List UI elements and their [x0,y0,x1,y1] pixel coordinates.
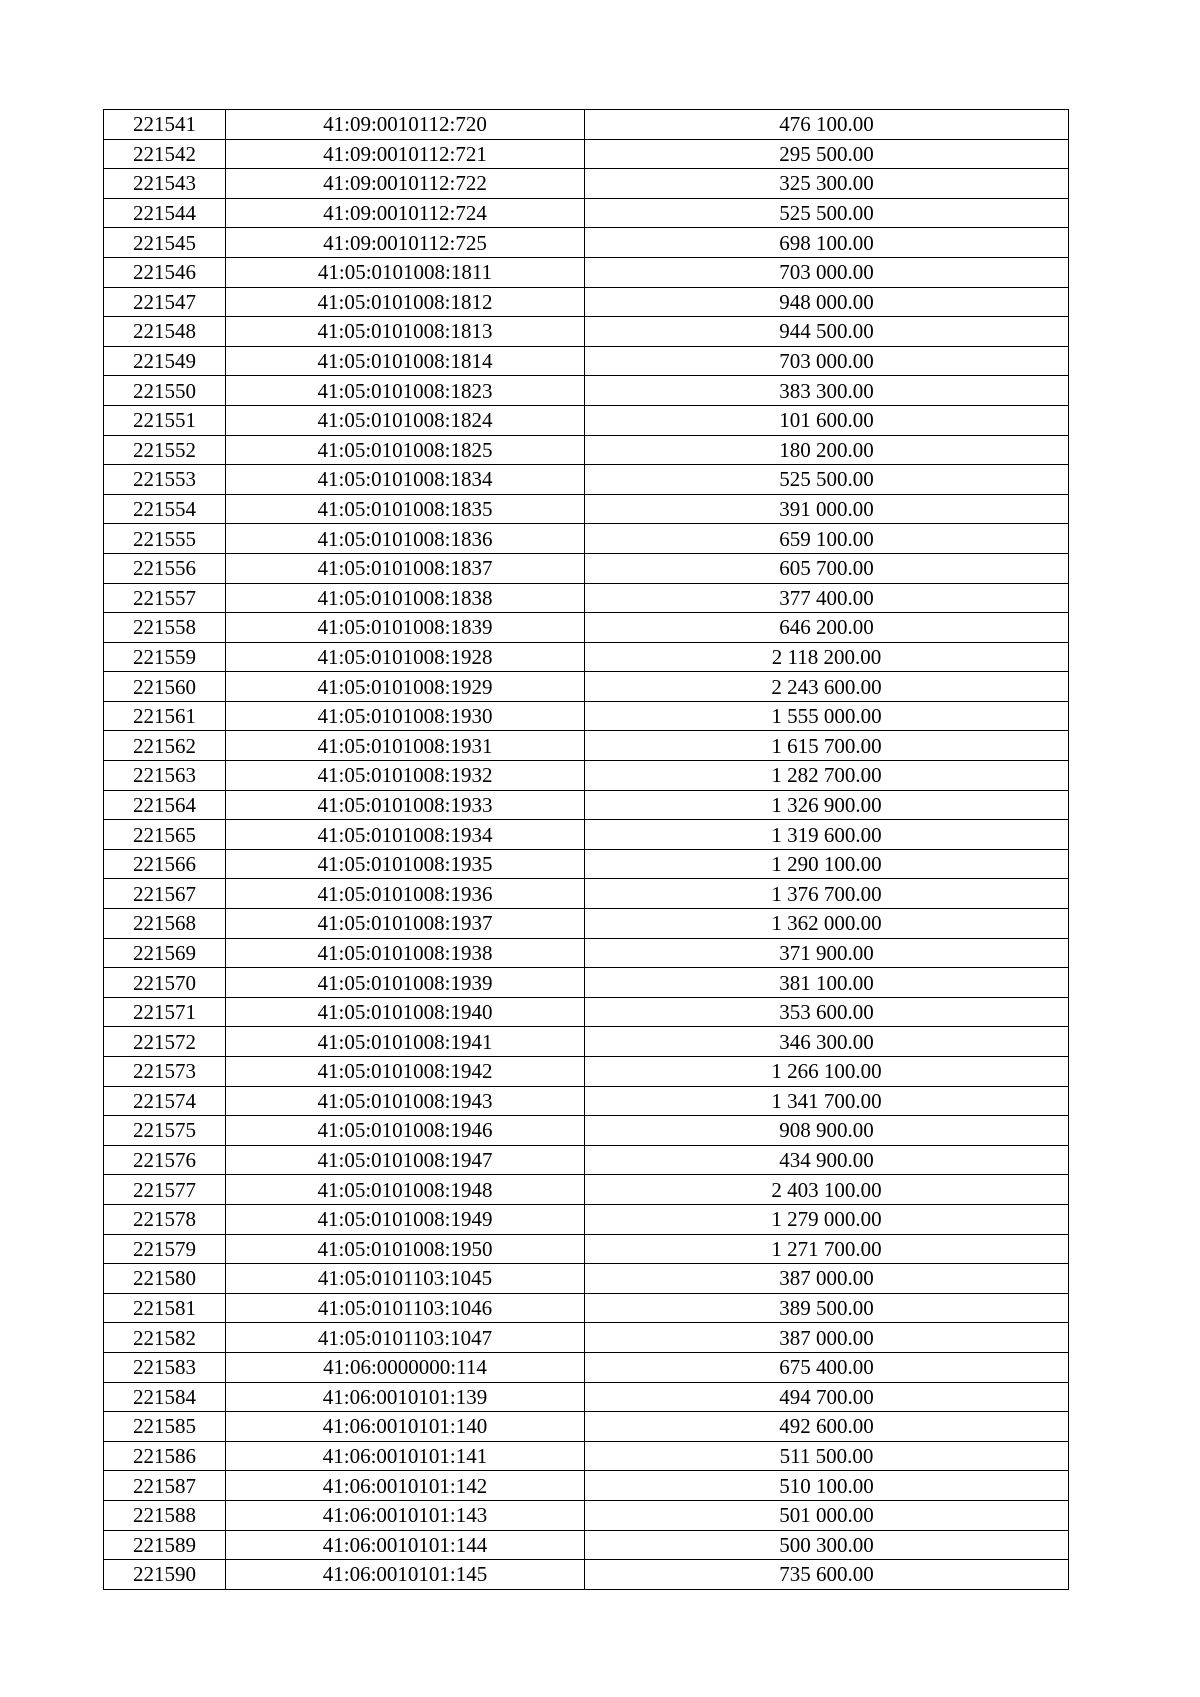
row-number-cell: 221541 [104,110,226,140]
table-row [104,1057,1069,1087]
table-row [104,1530,1069,1560]
cadastral-number-cell: 41:05:0101008:1836 [226,524,585,554]
row-number-cell: 221577 [104,1175,226,1205]
cadastral-value-cell: 605 700.00 [585,553,1069,583]
cadastral-value-cell: 698 100.00 [585,228,1069,258]
row-number-cell: 221567 [104,879,226,909]
cadastral-number-cell: 41:05:0101103:1045 [226,1264,585,1294]
cadastral-number-cell: 41:05:0101008:1835 [226,494,585,524]
cadastral-value-cell: 659 100.00 [585,524,1069,554]
cadastral-number-cell: 41:06:0010101:144 [226,1530,585,1560]
row-number-cell: 221548 [104,317,226,347]
row-number-cell: 221589 [104,1530,226,1560]
cadastral-number-cell: 41:05:0101008:1837 [226,553,585,583]
table-row [104,257,1069,287]
cadastral-number-cell: 41:05:0101008:1949 [226,1204,585,1234]
table-row [104,1500,1069,1530]
cadastral-number-cell: 41:05:0101008:1823 [226,376,585,406]
cadastral-value-cell: 948 000.00 [585,287,1069,317]
cadastral-value-cell: 2 243 600.00 [585,672,1069,702]
table-row [104,228,1069,258]
cadastral-number-cell: 41:05:0101008:1938 [226,938,585,968]
row-number-cell: 221582 [104,1323,226,1353]
row-number-cell: 221559 [104,642,226,672]
row-number-cell: 221586 [104,1441,226,1471]
table-row [104,1293,1069,1323]
cadastral-number-cell: 41:05:0101008:1939 [226,968,585,998]
cadastral-number-cell: 41:05:0101008:1931 [226,731,585,761]
cadastral-value-cell: 1 615 700.00 [585,731,1069,761]
table-row [104,524,1069,554]
cadastral-value-cell: 501 000.00 [585,1500,1069,1530]
row-number-cell: 221558 [104,613,226,643]
table-row [104,494,1069,524]
cadastral-value-cell: 387 000.00 [585,1264,1069,1294]
cadastral-value-cell: 1 362 000.00 [585,909,1069,939]
row-number-cell: 221554 [104,494,226,524]
cadastral-value-cell: 1 341 700.00 [585,1086,1069,1116]
row-number-cell: 221552 [104,435,226,465]
cadastral-value-cell: 346 300.00 [585,1027,1069,1057]
row-number-cell: 221572 [104,1027,226,1057]
table-row [104,1086,1069,1116]
cadastral-number-cell: 41:05:0101008:1811 [226,257,585,287]
row-number-cell: 221570 [104,968,226,998]
cadastral-value-cell: 525 500.00 [585,198,1069,228]
cadastral-number-cell: 41:05:0101008:1933 [226,790,585,820]
table-row [104,583,1069,613]
table-row [104,1145,1069,1175]
cadastral-number-cell: 41:06:0010101:143 [226,1500,585,1530]
cadastral-value-table [103,109,1069,1590]
table-row [104,820,1069,850]
cadastral-number-cell: 41:05:0101008:1946 [226,1116,585,1146]
row-number-cell: 221581 [104,1293,226,1323]
cadastral-number-cell: 41:05:0101008:1928 [226,642,585,672]
cadastral-value-cell: 944 500.00 [585,317,1069,347]
table-row [104,287,1069,317]
row-number-cell: 221576 [104,1145,226,1175]
table-row [104,1382,1069,1412]
table-row [104,405,1069,435]
table-row [104,938,1069,968]
cadastral-number-cell: 41:05:0101103:1047 [226,1323,585,1353]
cadastral-value-cell: 735 600.00 [585,1560,1069,1590]
table-row [104,465,1069,495]
cadastral-number-cell: 41:05:0101008:1947 [226,1145,585,1175]
table-row [104,1027,1069,1057]
row-number-cell: 221585 [104,1412,226,1442]
table-row [104,1204,1069,1234]
row-number-cell: 221545 [104,228,226,258]
cadastral-value-cell: 476 100.00 [585,110,1069,140]
cadastral-value-cell: 295 500.00 [585,139,1069,169]
cadastral-value-cell: 1 326 900.00 [585,790,1069,820]
cadastral-number-cell: 41:05:0101008:1813 [226,317,585,347]
table-row [104,997,1069,1027]
row-number-cell: 221587 [104,1471,226,1501]
table-row [104,790,1069,820]
cadastral-value-cell: 371 900.00 [585,938,1069,968]
cadastral-number-cell: 41:05:0101008:1814 [226,346,585,376]
cadastral-value-cell: 703 000.00 [585,257,1069,287]
cadastral-number-cell: 41:09:0010112:724 [226,198,585,228]
row-number-cell: 221542 [104,139,226,169]
table-row [104,553,1069,583]
row-number-cell: 221578 [104,1204,226,1234]
cadastral-number-cell: 41:09:0010112:720 [226,110,585,140]
table-row [104,849,1069,879]
cadastral-number-cell: 41:06:0010101:145 [226,1560,585,1590]
table-row [104,1234,1069,1264]
cadastral-number-cell: 41:06:0010101:142 [226,1471,585,1501]
table-row [104,613,1069,643]
table-row [104,198,1069,228]
cadastral-number-cell: 41:05:0101008:1930 [226,701,585,731]
cadastral-number-cell: 41:09:0010112:722 [226,169,585,199]
cadastral-value-cell: 2 118 200.00 [585,642,1069,672]
row-number-cell: 221561 [104,701,226,731]
row-number-cell: 221588 [104,1500,226,1530]
cadastral-number-cell: 41:05:0101008:1941 [226,1027,585,1057]
cadastral-number-cell: 41:06:0000000:114 [226,1352,585,1382]
table-row [104,968,1069,998]
table-row [104,879,1069,909]
table-row [104,1264,1069,1294]
cadastral-value-cell: 500 300.00 [585,1530,1069,1560]
cadastral-value-cell: 1 290 100.00 [585,849,1069,879]
cadastral-value-cell: 675 400.00 [585,1352,1069,1382]
cadastral-value-cell: 434 900.00 [585,1145,1069,1175]
cadastral-value-cell: 1 555 000.00 [585,701,1069,731]
row-number-cell: 221549 [104,346,226,376]
cadastral-number-cell: 41:05:0101008:1838 [226,583,585,613]
cadastral-number-cell: 41:05:0101008:1943 [226,1086,585,1116]
cadastral-value-cell: 2 403 100.00 [585,1175,1069,1205]
row-number-cell: 221560 [104,672,226,702]
row-number-cell: 221546 [104,257,226,287]
row-number-cell: 221550 [104,376,226,406]
cadastral-number-cell: 41:05:0101008:1940 [226,997,585,1027]
cadastral-value-cell: 377 400.00 [585,583,1069,613]
row-number-cell: 221568 [104,909,226,939]
cadastral-number-cell: 41:06:0010101:141 [226,1441,585,1471]
table-row [104,139,1069,169]
cadastral-value-cell: 703 000.00 [585,346,1069,376]
cadastral-number-cell: 41:05:0101008:1935 [226,849,585,879]
cadastral-number-cell: 41:05:0101008:1839 [226,613,585,643]
row-number-cell: 221556 [104,553,226,583]
cadastral-value-cell: 1 279 000.00 [585,1204,1069,1234]
cadastral-value-cell: 389 500.00 [585,1293,1069,1323]
row-number-cell: 221562 [104,731,226,761]
row-number-cell: 221569 [104,938,226,968]
cadastral-number-cell: 41:05:0101008:1932 [226,761,585,791]
cadastral-number-cell: 41:05:0101008:1950 [226,1234,585,1264]
table-row [104,435,1069,465]
table-row [104,317,1069,347]
table-row [104,1323,1069,1353]
table-row [104,110,1069,140]
cadastral-number-cell: 41:05:0101103:1046 [226,1293,585,1323]
cadastral-value-cell: 387 000.00 [585,1323,1069,1353]
cadastral-number-cell: 41:05:0101008:1942 [226,1057,585,1087]
row-number-cell: 221574 [104,1086,226,1116]
table-row [104,761,1069,791]
cadastral-number-cell: 41:05:0101008:1812 [226,287,585,317]
cadastral-value-cell: 1 271 700.00 [585,1234,1069,1264]
table-row [104,1412,1069,1442]
row-number-cell: 221544 [104,198,226,228]
cadastral-value-cell: 492 600.00 [585,1412,1069,1442]
row-number-cell: 221575 [104,1116,226,1146]
table-row [104,1471,1069,1501]
cadastral-value-cell: 908 900.00 [585,1116,1069,1146]
row-number-cell: 221584 [104,1382,226,1412]
table-row [104,701,1069,731]
table-row [104,1352,1069,1382]
table-row [104,1441,1069,1471]
cadastral-number-cell: 41:05:0101008:1937 [226,909,585,939]
row-number-cell: 221571 [104,997,226,1027]
cadastral-value-cell: 325 300.00 [585,169,1069,199]
table-row [104,346,1069,376]
row-number-cell: 221563 [104,761,226,791]
cadastral-number-cell: 41:09:0010112:721 [226,139,585,169]
row-number-cell: 221564 [104,790,226,820]
table-row [104,1560,1069,1590]
row-number-cell: 221583 [104,1352,226,1382]
cadastral-value-cell: 511 500.00 [585,1441,1069,1471]
row-number-cell: 221547 [104,287,226,317]
row-number-cell: 221590 [104,1560,226,1590]
table-row [104,909,1069,939]
row-number-cell: 221553 [104,465,226,495]
cadastral-value-cell: 510 100.00 [585,1471,1069,1501]
cadastral-value-cell: 391 000.00 [585,494,1069,524]
row-number-cell: 221557 [104,583,226,613]
table-row [104,1175,1069,1205]
row-number-cell: 221543 [104,169,226,199]
cadastral-value-cell: 494 700.00 [585,1382,1069,1412]
cadastral-value-cell: 525 500.00 [585,465,1069,495]
row-number-cell: 221565 [104,820,226,850]
row-number-cell: 221573 [104,1057,226,1087]
cadastral-value-cell: 1 319 600.00 [585,820,1069,850]
table-row [104,642,1069,672]
cadastral-value-cell: 101 600.00 [585,405,1069,435]
cadastral-number-cell: 41:05:0101008:1934 [226,820,585,850]
table-row [104,169,1069,199]
table-row [104,1116,1069,1146]
cadastral-value-cell: 1 266 100.00 [585,1057,1069,1087]
cadastral-number-cell: 41:09:0010112:725 [226,228,585,258]
row-number-cell: 221551 [104,405,226,435]
cadastral-value-cell: 353 600.00 [585,997,1069,1027]
table-body [104,110,1069,1590]
cadastral-value-cell: 180 200.00 [585,435,1069,465]
cadastral-value-cell: 646 200.00 [585,613,1069,643]
table-row [104,672,1069,702]
cadastral-value-cell: 381 100.00 [585,968,1069,998]
cadastral-number-cell: 41:05:0101008:1948 [226,1175,585,1205]
cadastral-number-cell: 41:06:0010101:139 [226,1382,585,1412]
cadastral-number-cell: 41:05:0101008:1825 [226,435,585,465]
cadastral-value-cell: 1 376 700.00 [585,879,1069,909]
cadastral-number-cell: 41:06:0010101:140 [226,1412,585,1442]
table-row [104,376,1069,406]
cadastral-number-cell: 41:05:0101008:1936 [226,879,585,909]
row-number-cell: 221579 [104,1234,226,1264]
cadastral-number-cell: 41:05:0101008:1834 [226,465,585,495]
table-row [104,731,1069,761]
row-number-cell: 221566 [104,849,226,879]
cadastral-value-cell: 383 300.00 [585,376,1069,406]
cadastral-number-cell: 41:05:0101008:1929 [226,672,585,702]
row-number-cell: 221555 [104,524,226,554]
row-number-cell: 221580 [104,1264,226,1294]
cadastral-value-cell: 1 282 700.00 [585,761,1069,791]
cadastral-number-cell: 41:05:0101008:1824 [226,405,585,435]
